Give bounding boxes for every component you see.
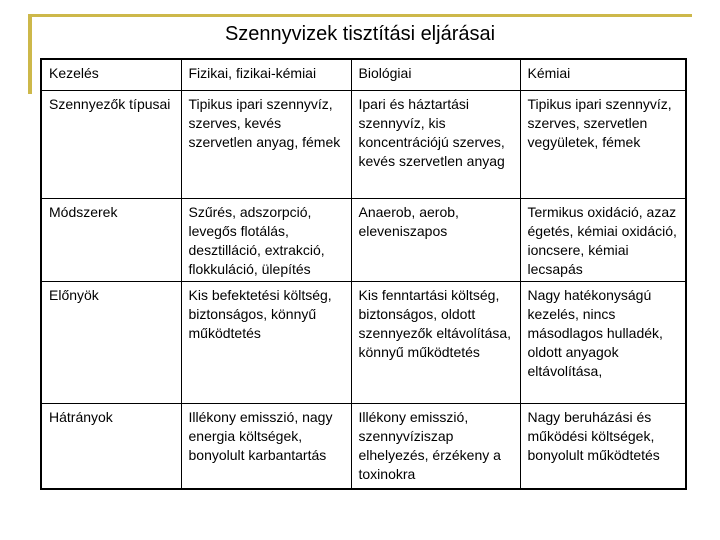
table-cell: Illékony emisszió, nagy energia költségek, bonyolult karbantartás	[181, 404, 351, 489]
table-row	[41, 91, 686, 199]
row-label: Szennyezők típusai	[41, 91, 181, 199]
treatment-table	[40, 58, 687, 490]
table-cell: Szűrés, adszorpció, levegős flotálás, desztilláció, extrakció, flokkuláció, ülepítés	[181, 199, 351, 282]
table-header-row	[41, 59, 686, 91]
table-cell: Termikus oxidáció, azaz égetés, kémiai oxidáció, ioncsere, kémiai lecsapás	[520, 199, 686, 282]
row-label: Előnyök	[41, 282, 181, 404]
table-cell: Tipikus ipari szennyvíz, szerves, kevés szervetlen anyag, fémek	[181, 91, 351, 199]
header-cell: Fizikai, fizikai-kémiai	[181, 59, 351, 91]
header-cell: Kémiai	[520, 59, 686, 91]
table-cell: Anaerob, aerob, eleveniszapos	[351, 199, 520, 282]
table-cell: Tipikus ipari szennyvíz, szerves, szervetlen vegyületek, fémek	[520, 91, 686, 199]
table-row	[41, 282, 686, 404]
accent-horizontal-bar	[28, 14, 692, 17]
table-cell: Ipari és háztartási szennyvíz, kis koncentrációjú szerves, kevés szervetlen anyag	[351, 91, 520, 199]
header-cell: Kezelés	[41, 59, 181, 91]
row-label: Módszerek	[41, 199, 181, 282]
table-cell: Nagy beruházási és működési költségek, bonyolult működtetés	[520, 404, 686, 489]
table-cell: Illékony emisszió, szennyvíziszap elhelyezés, érzékeny a toxinokra	[351, 404, 520, 489]
table-cell: Kis fenntartási költség, biztonságos, oldott szennyezők eltávolítása, könnyű működtetés	[351, 282, 520, 404]
row-label: Hátrányok	[41, 404, 181, 489]
slide-title: Szennyvizek tisztítási eljárásai	[224, 23, 496, 45]
header-cell: Biológiai	[351, 59, 520, 91]
table-row	[41, 404, 686, 489]
table-row	[41, 199, 686, 282]
table-cell: Kis befektetési költség, biztonságos, könnyű működtetés	[181, 282, 351, 404]
table-cell: Nagy hatékonyságú kezelés, nincs másodlagos hulladék, oldott anyagok eltávolítása,	[520, 282, 686, 404]
